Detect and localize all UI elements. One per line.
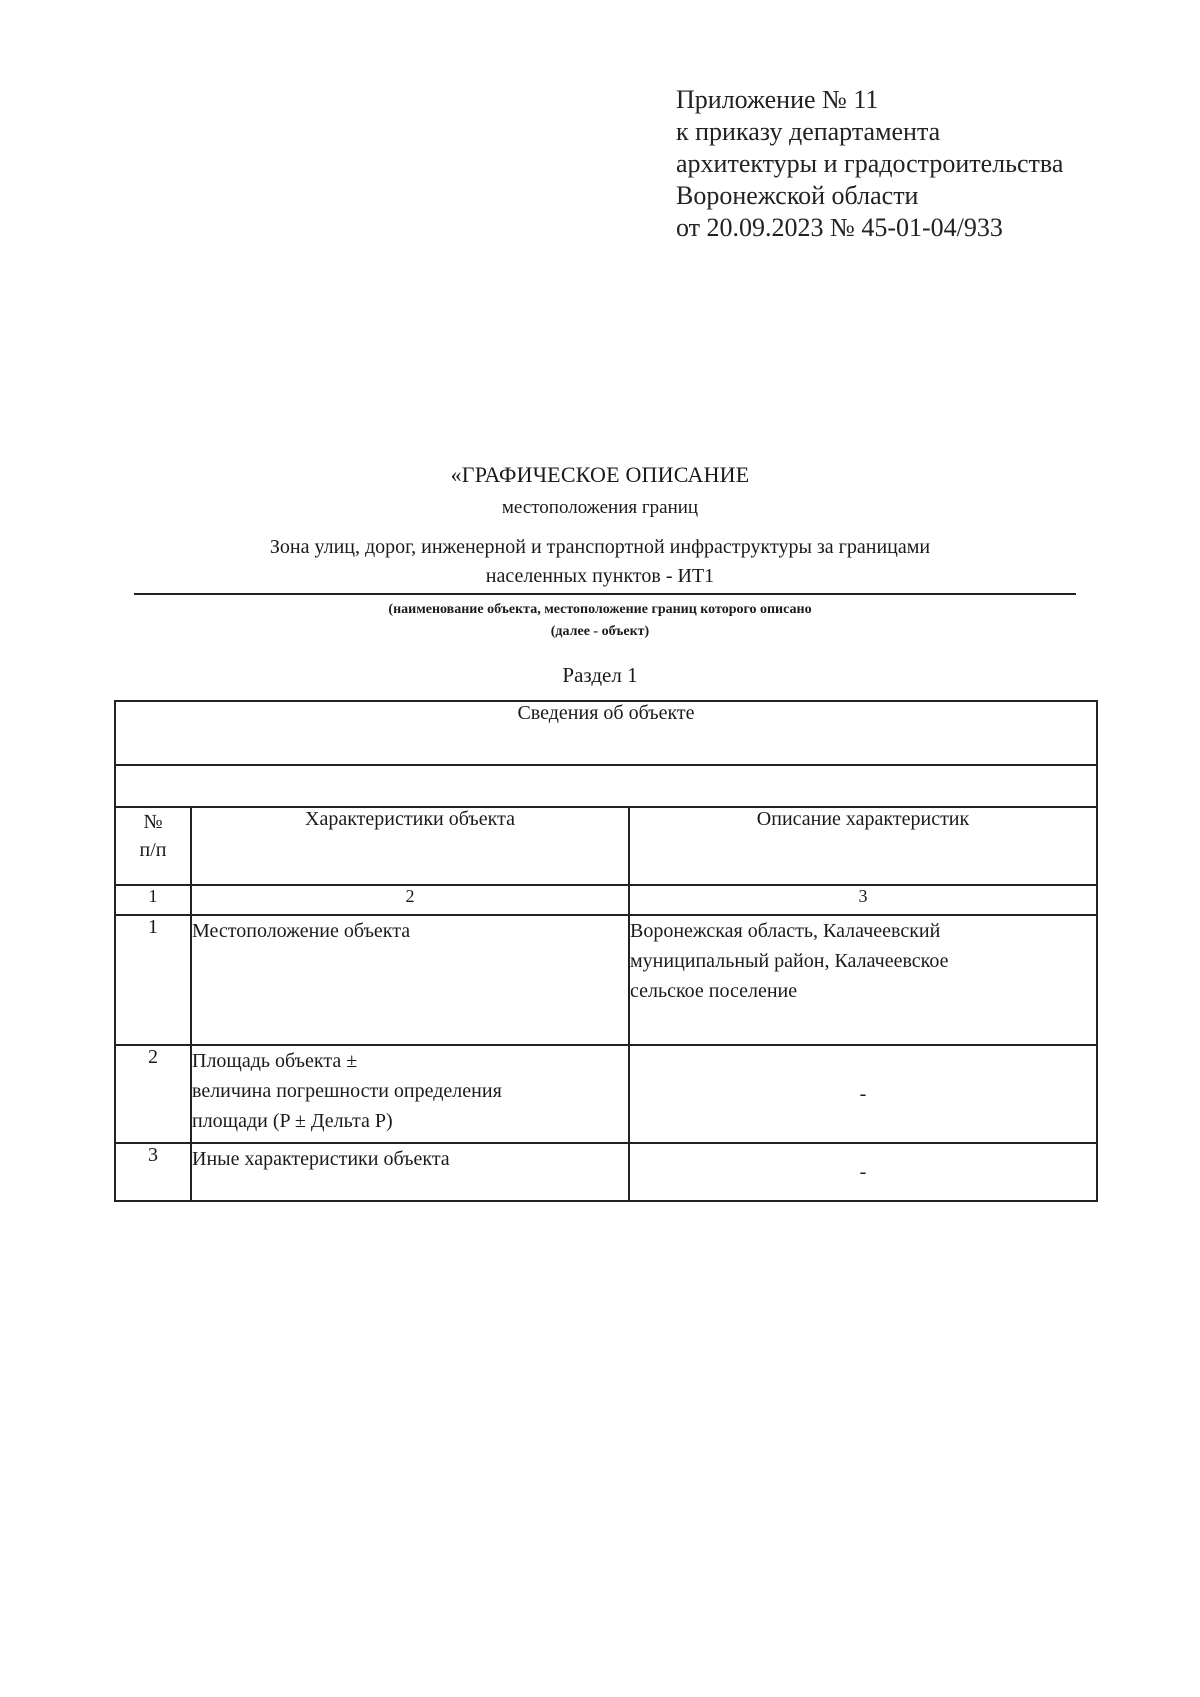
annex-department: архитектуры и градостроительства — [676, 149, 1064, 178]
row-characteristic: Местоположение объекта — [191, 915, 629, 1045]
column-header-number-line-2: п/п — [139, 839, 167, 861]
row-description-line: муниципальный район, Калачеевское — [630, 950, 949, 972]
row-description: - — [629, 1143, 1097, 1201]
annex-header — [676, 84, 1063, 244]
annex-order-ref: к приказу департамента — [676, 117, 941, 146]
annex-region: Воронежской области — [676, 181, 919, 210]
document-subtitle: местоположения границ — [501, 497, 699, 518]
object-name — [0, 533, 1200, 591]
row-characteristic: Иные характеристики объекта — [191, 1143, 629, 1201]
table-column-index-row — [115, 885, 1097, 915]
row-description-line: сельское поселение — [630, 980, 798, 1002]
row-number: 1 — [115, 915, 191, 1045]
column-header-description: Описание характеристик — [629, 807, 1097, 885]
row-characteristic-line: Площадь объекта ± — [192, 1050, 358, 1072]
column-index: 1 — [115, 885, 191, 915]
table-row — [115, 1143, 1097, 1201]
row-number: 3 — [115, 1143, 191, 1201]
annex-number: Приложение № 11 — [676, 85, 879, 114]
column-header-number — [115, 807, 191, 885]
table-row — [115, 915, 1097, 1045]
row-description: - — [629, 1045, 1097, 1143]
column-header-number-line-1: № — [143, 811, 163, 833]
object-name-caption — [0, 599, 1200, 643]
table-heading-row — [115, 701, 1097, 765]
table-heading: Сведения об объекте — [115, 701, 1097, 765]
row-description-line: Воронежская область, Калачеевский — [630, 920, 941, 942]
object-name-underline — [134, 593, 1076, 595]
object-name-line-1: Зона улиц, дорог, инженерной и транспортной инфраструктуры за границами — [269, 536, 931, 558]
caption-line-1: (наименование объекта, местоположение границ которого описано — [388, 602, 812, 617]
row-description — [629, 915, 1097, 1045]
table-empty-row — [115, 765, 1097, 807]
empty-cell — [115, 765, 1097, 807]
column-header-characteristic: Характеристики объекта — [191, 807, 629, 885]
annex-order-date: от 20.09.2023 № 45-01-04/933 — [676, 213, 1003, 242]
table-row — [115, 1045, 1097, 1143]
row-number: 2 — [115, 1045, 191, 1143]
object-name-line-2: населенных пунктов - ИТ1 — [485, 565, 715, 587]
row-characteristic-line: величина погрешности определения — [192, 1080, 502, 1102]
caption-line-2: (далее - объект) — [550, 624, 650, 639]
column-index: 2 — [191, 885, 629, 915]
document-title: «ГРАФИЧЕСКОЕ ОПИСАНИЕ — [450, 462, 750, 487]
column-index: 3 — [629, 885, 1097, 915]
section-label: Раздел 1 — [562, 663, 638, 687]
row-characteristic-line: площади (P ± Дельта P) — [192, 1110, 393, 1132]
object-info-table — [114, 700, 1098, 1202]
table-column-headers — [115, 807, 1097, 885]
row-characteristic — [191, 1045, 629, 1143]
